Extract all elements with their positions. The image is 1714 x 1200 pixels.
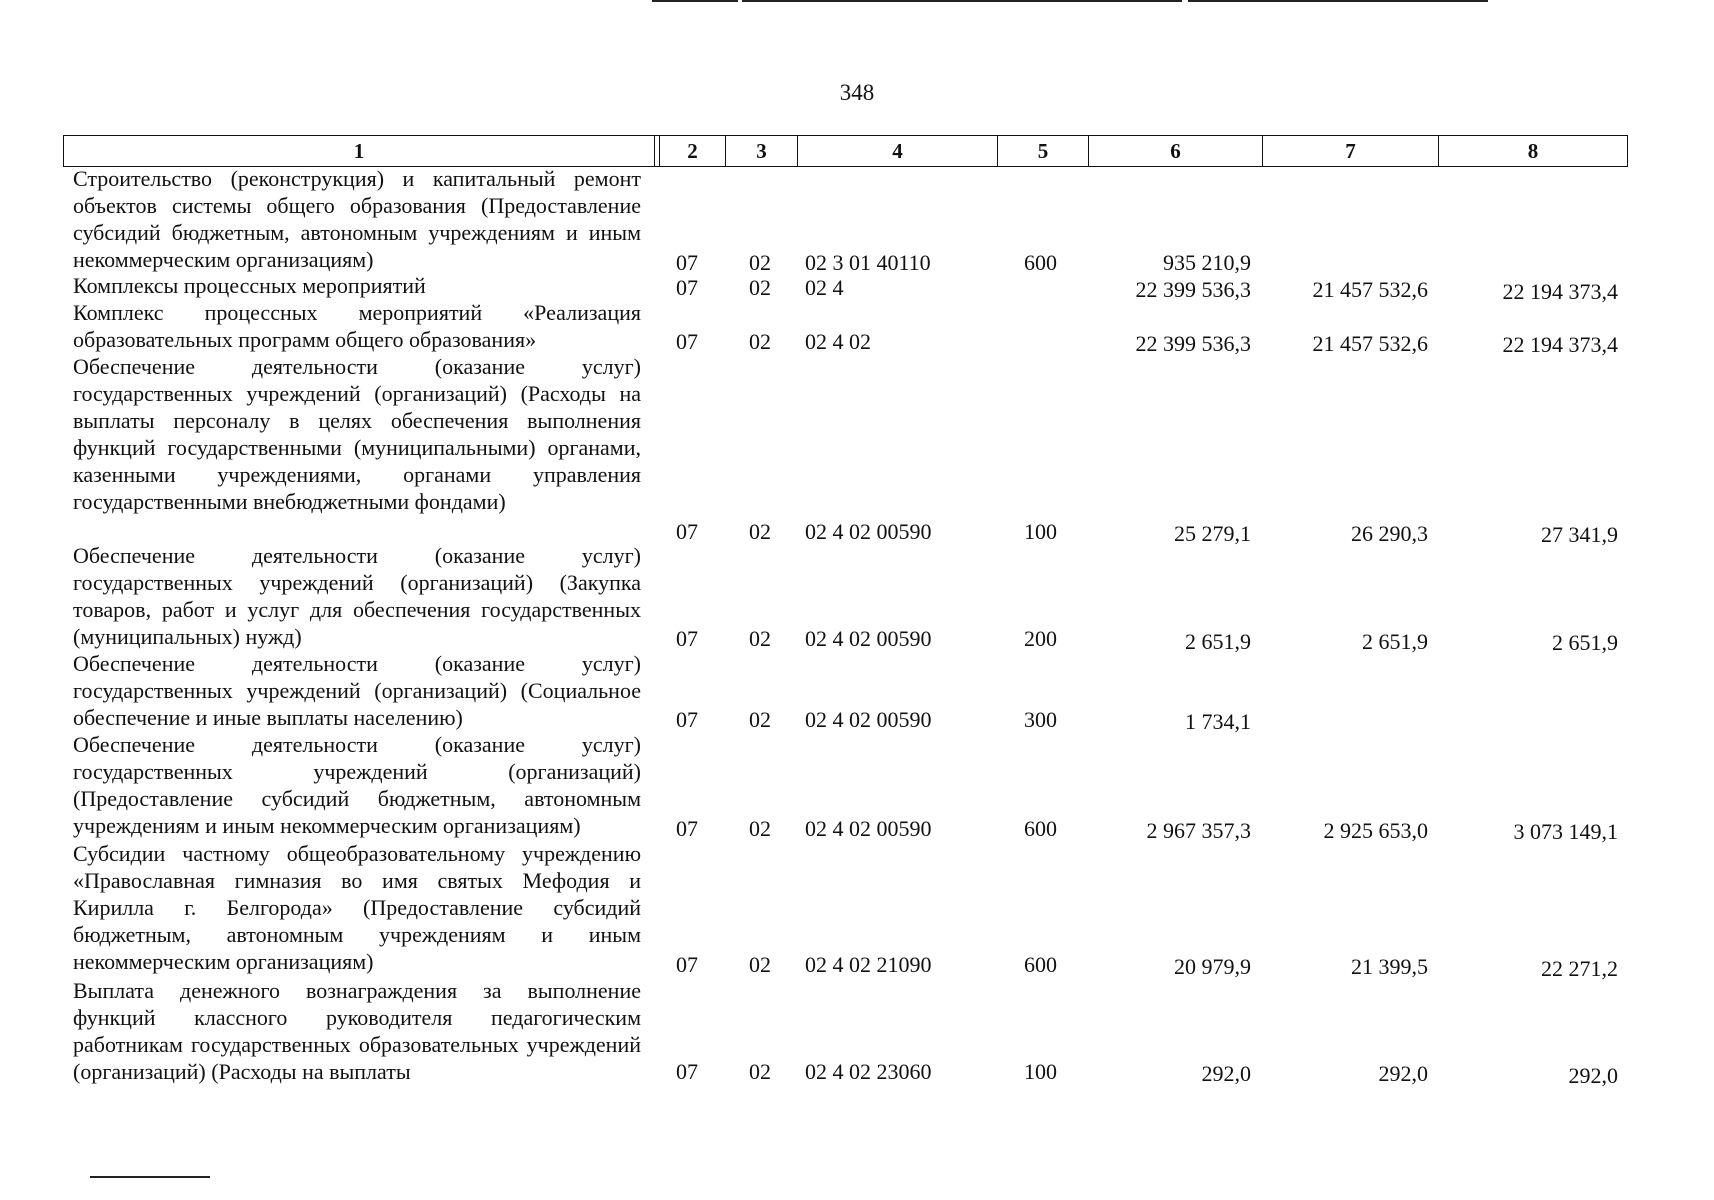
cell-amount-col8: 2 651,9 — [1552, 630, 1618, 655]
top-rule — [742, 0, 1182, 2]
cell-expense-type: 100 — [1024, 1059, 1057, 1084]
cell-subsection: 02 — [749, 519, 771, 544]
cell-subsection: 02 — [749, 250, 771, 275]
cell-target-article: 02 4 02 00590 — [805, 707, 932, 732]
cell-section: 07 — [676, 1059, 698, 1084]
cell-subsection: 02 — [749, 952, 771, 977]
cell-amount-col6: 22 399 536,3 — [1135, 331, 1251, 356]
cell-target-article: 02 4 02 00590 — [805, 626, 932, 651]
row-description: Выплата денежного вознаграждения за выполнение функций классного руководителя педагогическим работникам государственных образовательных учреждений (организаций) (Расходы на выплаты — [73, 978, 641, 1084]
header-col-4: 4 — [798, 136, 998, 166]
cell-target-article: 02 4 — [805, 275, 844, 300]
page-number: 348 — [839, 80, 875, 105]
cell-amount-col8: 22 194 373,4 — [1502, 279, 1618, 304]
header-col-3: 3 — [726, 136, 798, 166]
header-col-1: 1 — [64, 136, 655, 166]
cell-subsection: 02 — [749, 626, 771, 651]
row-description: Обеспечение деятельности (оказание услуг) государственных учреждений (организаций) (Предоставление субсидий бюджетным, автономным учреждениям и иным некоммерческим организациям) — [73, 732, 641, 838]
cell-section: 07 — [676, 519, 698, 544]
row-description: Обеспечение деятельности (оказание услуг) государственных учреждений (организаций) (Расходы на выплаты персоналу в целях обеспечения выполнения функций государственными (муниципальными) органами, казенными учреждениями, органами управления государственными внебюджетными фондами) — [73, 354, 641, 514]
row-description: Обеспечение деятельности (оказание услуг) государственных учреждений (организаций) (Социальное обеспечение и иные выплаты населению) — [73, 651, 641, 730]
cell-target-article: 02 3 01 40110 — [805, 250, 931, 275]
cell-target-article: 02 4 02 21090 — [805, 952, 932, 977]
cell-section: 07 — [676, 816, 698, 841]
cell-expense-type: 100 — [1024, 519, 1057, 544]
top-rule — [652, 0, 738, 2]
cell-expense-type: 600 — [1024, 952, 1057, 977]
cell-section: 07 — [676, 626, 698, 651]
cell-amount-col7: 292,0 — [1378, 1061, 1428, 1086]
cell-subsection: 02 — [749, 816, 771, 841]
cell-amount-col6: 2 967 357,3 — [1146, 818, 1251, 843]
cell-expense-type: 600 — [1024, 250, 1057, 275]
cell-section: 07 — [676, 275, 698, 300]
table-header — [63, 135, 1628, 167]
cell-amount-col6: 292,0 — [1201, 1061, 1251, 1086]
cell-amount-col8: 292,0 — [1568, 1063, 1618, 1088]
row-description: Субсидии частному общеобразовательному учреждению «Православная гимназия во имя святых Мефодия и Кирилла г. Белгорода» (Предоставление субсидий бюджетным, автономным учреждениям и иным некоммерческим организациям) — [73, 841, 641, 974]
cell-amount-col7: 21 457 532,6 — [1312, 277, 1428, 302]
cell-amount-col8: 3 073 149,1 — [1513, 819, 1618, 844]
cell-amount-col7: 2 651,9 — [1362, 629, 1428, 654]
cell-subsection: 02 — [749, 329, 771, 354]
cell-expense-type: 300 — [1024, 707, 1057, 732]
cell-amount-col8: 27 341,9 — [1541, 522, 1618, 547]
header-col-5: 5 — [998, 136, 1089, 166]
header-col-6: 6 — [1089, 136, 1263, 166]
cell-target-article: 02 4 02 23060 — [805, 1059, 932, 1084]
cell-target-article: 02 4 02 00590 — [805, 519, 932, 544]
cell-amount-col6: 25 279,1 — [1174, 521, 1251, 546]
cell-amount-col7: 2 925 653,0 — [1323, 818, 1428, 843]
cell-subsection: 02 — [749, 1059, 771, 1084]
row-description: Комплексы процессных мероприятий — [73, 273, 426, 298]
cell-amount-col6: 935 210,9 — [1163, 250, 1251, 275]
cell-amount-col6: 1 734,1 — [1185, 709, 1251, 734]
cell-expense-type: 200 — [1024, 626, 1057, 651]
cell-amount-col8: 22 271,2 — [1541, 956, 1618, 981]
cell-section: 07 — [676, 329, 698, 354]
header-col-8: 8 — [1527, 139, 1539, 163]
cell-amount-col7: 21 399,5 — [1351, 954, 1428, 979]
row-description: Обеспечение деятельности (оказание услуг) государственных учреждений (организаций) (Закупка товаров, работ и услуг для обеспечения государственных (муниципальных) нужд) — [73, 543, 641, 649]
cell-section: 07 — [676, 707, 698, 732]
cell-amount-col7: 21 457 532,6 — [1312, 331, 1428, 356]
cell-target-article: 02 4 02 00590 — [805, 816, 932, 841]
cell-amount-col6: 20 979,9 — [1174, 954, 1251, 979]
top-rule — [1188, 0, 1488, 2]
row-description: Комплекс процессных мероприятий «Реализация образовательных программ общего образования» — [73, 300, 641, 352]
row-description: Строительство (реконструкция) и капитальный ремонт объектов системы общего образования (Предоставление субсидий бюджетным, автономным учреждениям и иным некоммерческим организациям) — [73, 166, 641, 272]
cell-section: 07 — [676, 952, 698, 977]
cell-amount-col6: 2 651,9 — [1185, 629, 1251, 654]
cell-expense-type: 600 — [1024, 816, 1057, 841]
cell-section: 07 — [676, 250, 698, 275]
header-col-7: 7 — [1263, 136, 1439, 166]
footer-rule — [90, 1176, 210, 1178]
cell-target-article: 02 4 02 — [805, 329, 871, 354]
cell-subsection: 02 — [749, 707, 771, 732]
cell-amount-col8: 22 194 373,4 — [1502, 332, 1618, 357]
header-col-2: 2 — [659, 136, 726, 166]
cell-subsection: 02 — [749, 275, 771, 300]
cell-amount-col6: 22 399 536,3 — [1135, 277, 1251, 302]
cell-amount-col7: 26 290,3 — [1351, 521, 1428, 546]
